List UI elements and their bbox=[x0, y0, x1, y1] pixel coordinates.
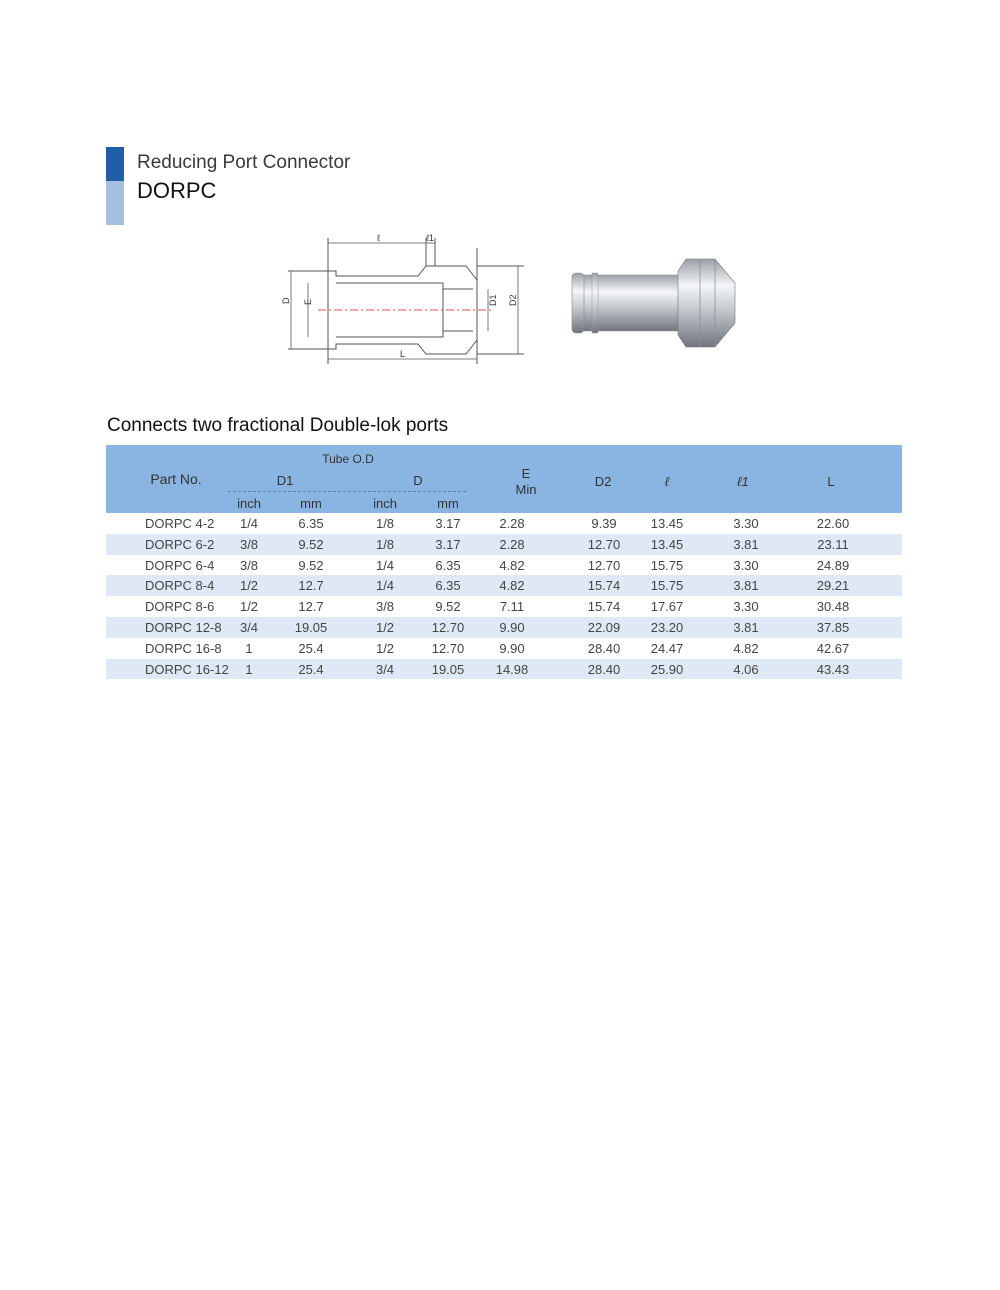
cell-part: DORPC 6-4 bbox=[145, 557, 215, 573]
cell-part: DORPC 4-2 bbox=[145, 516, 215, 531]
cell-L: 43.43 bbox=[816, 661, 850, 677]
cell-d2: 22.09 bbox=[587, 619, 621, 635]
cell-l1: 3.81 bbox=[733, 578, 759, 594]
cell-d2: 12.70 bbox=[587, 536, 621, 552]
cell-l: 17.67 bbox=[650, 599, 684, 615]
cell-e: 2.28 bbox=[499, 516, 525, 531]
cell-l: 24.47 bbox=[650, 640, 684, 656]
dimension-table bbox=[106, 445, 902, 679]
cell-d2: 28.40 bbox=[587, 661, 621, 677]
cell-d-mm: 6.35 bbox=[435, 557, 461, 573]
cell-d-mm: 12.70 bbox=[431, 619, 465, 635]
cell-e: 4.82 bbox=[499, 557, 525, 573]
cell-L: 37.85 bbox=[816, 619, 850, 635]
cell-l: 23.20 bbox=[650, 619, 684, 635]
cell-e: 14.98 bbox=[495, 661, 529, 677]
table-row bbox=[106, 575, 902, 596]
cell-d1-mm: 19.05 bbox=[294, 619, 328, 635]
table-header bbox=[106, 445, 902, 513]
table-row bbox=[106, 617, 902, 638]
cell-d2: 28.40 bbox=[587, 640, 621, 656]
cell-l1: 3.30 bbox=[733, 516, 759, 531]
cell-d-mm: 3.17 bbox=[435, 536, 461, 552]
cell-l: 13.45 bbox=[650, 536, 684, 552]
cell-L: 42.67 bbox=[816, 640, 850, 656]
cell-e: 4.82 bbox=[499, 578, 525, 594]
cell-d-in: 1/2 bbox=[375, 640, 395, 656]
cell-part: DORPC 16-12 bbox=[145, 661, 229, 677]
header-inch-1: inch bbox=[237, 496, 261, 511]
cell-d1-in: 1/4 bbox=[239, 516, 259, 531]
cell-d2: 12.70 bbox=[587, 557, 621, 573]
cell-l1: 4.06 bbox=[733, 661, 759, 677]
cell-d-in: 1/8 bbox=[375, 536, 395, 552]
cell-l: 15.75 bbox=[650, 578, 684, 594]
cell-d1-mm: 12.7 bbox=[298, 599, 324, 615]
product-title: DORPC bbox=[137, 178, 217, 203]
cell-part: DORPC 16-8 bbox=[145, 640, 222, 656]
cell-d2: 15.74 bbox=[587, 578, 621, 594]
header-inch-2: inch bbox=[373, 496, 397, 511]
cell-d-in: 1/8 bbox=[375, 516, 395, 531]
cell-d1-mm: 12.7 bbox=[298, 578, 324, 594]
dim-label-l: ℓ bbox=[377, 233, 380, 243]
cell-e: 9.90 bbox=[499, 640, 525, 656]
cell-d1-in: 1 bbox=[245, 661, 253, 677]
header-l: ℓ bbox=[664, 474, 670, 489]
header-e: E bbox=[521, 466, 531, 481]
cell-e: 9.90 bbox=[499, 619, 525, 635]
cell-l1: 3.81 bbox=[733, 536, 759, 552]
cell-d-in: 1/4 bbox=[375, 557, 395, 573]
cell-e: 7.11 bbox=[499, 599, 525, 615]
cell-l1: 4.82 bbox=[733, 640, 759, 656]
cell-d1-in: 1 bbox=[245, 640, 253, 656]
cell-d1-in: 3/8 bbox=[239, 557, 259, 573]
cell-d1-in: 1/2 bbox=[239, 578, 259, 594]
cell-d-mm: 12.70 bbox=[431, 640, 465, 656]
header-mm-1: mm bbox=[300, 496, 322, 511]
header-L: L bbox=[827, 474, 835, 489]
cell-L: 24.89 bbox=[816, 557, 850, 573]
header-tube-od: Tube O.D bbox=[322, 452, 374, 466]
header-mm-2: mm bbox=[437, 496, 459, 511]
header-d1: D1 bbox=[276, 473, 294, 488]
cell-L: 30.48 bbox=[816, 599, 850, 615]
cell-d1-in: 1/2 bbox=[239, 599, 259, 615]
cell-d1-in: 3/8 bbox=[239, 536, 259, 552]
cell-d1-in: 3/4 bbox=[239, 619, 259, 635]
cell-l: 13.45 bbox=[650, 516, 684, 531]
cell-L: 23.11 bbox=[817, 536, 849, 552]
header-e-min: Min bbox=[515, 482, 537, 497]
cell-d2: 15.74 bbox=[587, 599, 621, 615]
accent-bar-light bbox=[106, 181, 124, 225]
cell-part: DORPC 12-8 bbox=[145, 619, 222, 635]
cell-d-mm: 19.05 bbox=[431, 661, 465, 677]
cell-d1-mm: 25.4 bbox=[298, 661, 324, 677]
product-subtitle: Reducing Port Connector bbox=[137, 152, 351, 173]
dim-label-D: D bbox=[281, 297, 291, 304]
header-divider bbox=[228, 491, 466, 492]
header-part-no: Part No. bbox=[150, 471, 202, 487]
cell-L: 22.60 bbox=[816, 516, 850, 531]
table-row bbox=[106, 659, 902, 680]
cell-d-in: 3/4 bbox=[375, 661, 395, 677]
accent-bar-dark bbox=[106, 147, 124, 181]
dim-label-D2: D2 bbox=[508, 294, 518, 306]
cell-e: 2.28 bbox=[499, 536, 525, 552]
table-row bbox=[106, 534, 902, 555]
cell-d1-mm: 9.52 bbox=[298, 536, 324, 552]
table-row bbox=[106, 638, 902, 659]
cell-l1: 3.30 bbox=[733, 599, 759, 615]
dim-label-E: E bbox=[303, 298, 313, 305]
technical-drawing bbox=[278, 228, 538, 373]
cell-d2: 9.39 bbox=[591, 516, 617, 531]
cell-l1: 3.81 bbox=[733, 619, 759, 635]
cell-part: DORPC 6-2 bbox=[145, 536, 215, 552]
cell-d-in: 3/8 bbox=[375, 599, 395, 615]
table-row bbox=[106, 513, 902, 534]
table-row bbox=[106, 555, 902, 576]
cell-d-in: 1/2 bbox=[375, 619, 395, 635]
product-photo bbox=[570, 253, 750, 353]
cell-d1-mm: 6.35 bbox=[298, 516, 324, 531]
table-body bbox=[106, 513, 902, 679]
cell-d-mm: 6.35 bbox=[435, 578, 461, 594]
table-row bbox=[106, 596, 902, 617]
cell-d-mm: 9.52 bbox=[435, 599, 461, 615]
cell-d1-mm: 9.52 bbox=[298, 557, 324, 573]
cell-part: DORPC 8-6 bbox=[145, 599, 215, 615]
cell-d1-mm: 25.4 bbox=[298, 640, 324, 656]
cell-l: 25.90 bbox=[650, 661, 684, 677]
header-d2: D2 bbox=[594, 474, 612, 489]
dim-label-L: L bbox=[400, 349, 406, 359]
dim-label-D1: D1 bbox=[488, 294, 498, 306]
section-title: Connects two fractional Double-lok ports bbox=[107, 415, 449, 436]
dim-label-l1: ℓ1 bbox=[426, 233, 434, 243]
cell-l: 15.75 bbox=[650, 557, 684, 573]
cell-L: 29.21 bbox=[816, 578, 850, 594]
cell-d-mm: 3.17 bbox=[435, 516, 461, 531]
cell-part: DORPC 8-4 bbox=[145, 578, 215, 594]
cell-l1: 3.30 bbox=[733, 557, 759, 573]
cell-d-in: 1/4 bbox=[375, 578, 395, 594]
header-d: D bbox=[413, 473, 423, 488]
header-l1: ℓ1 bbox=[737, 474, 749, 489]
